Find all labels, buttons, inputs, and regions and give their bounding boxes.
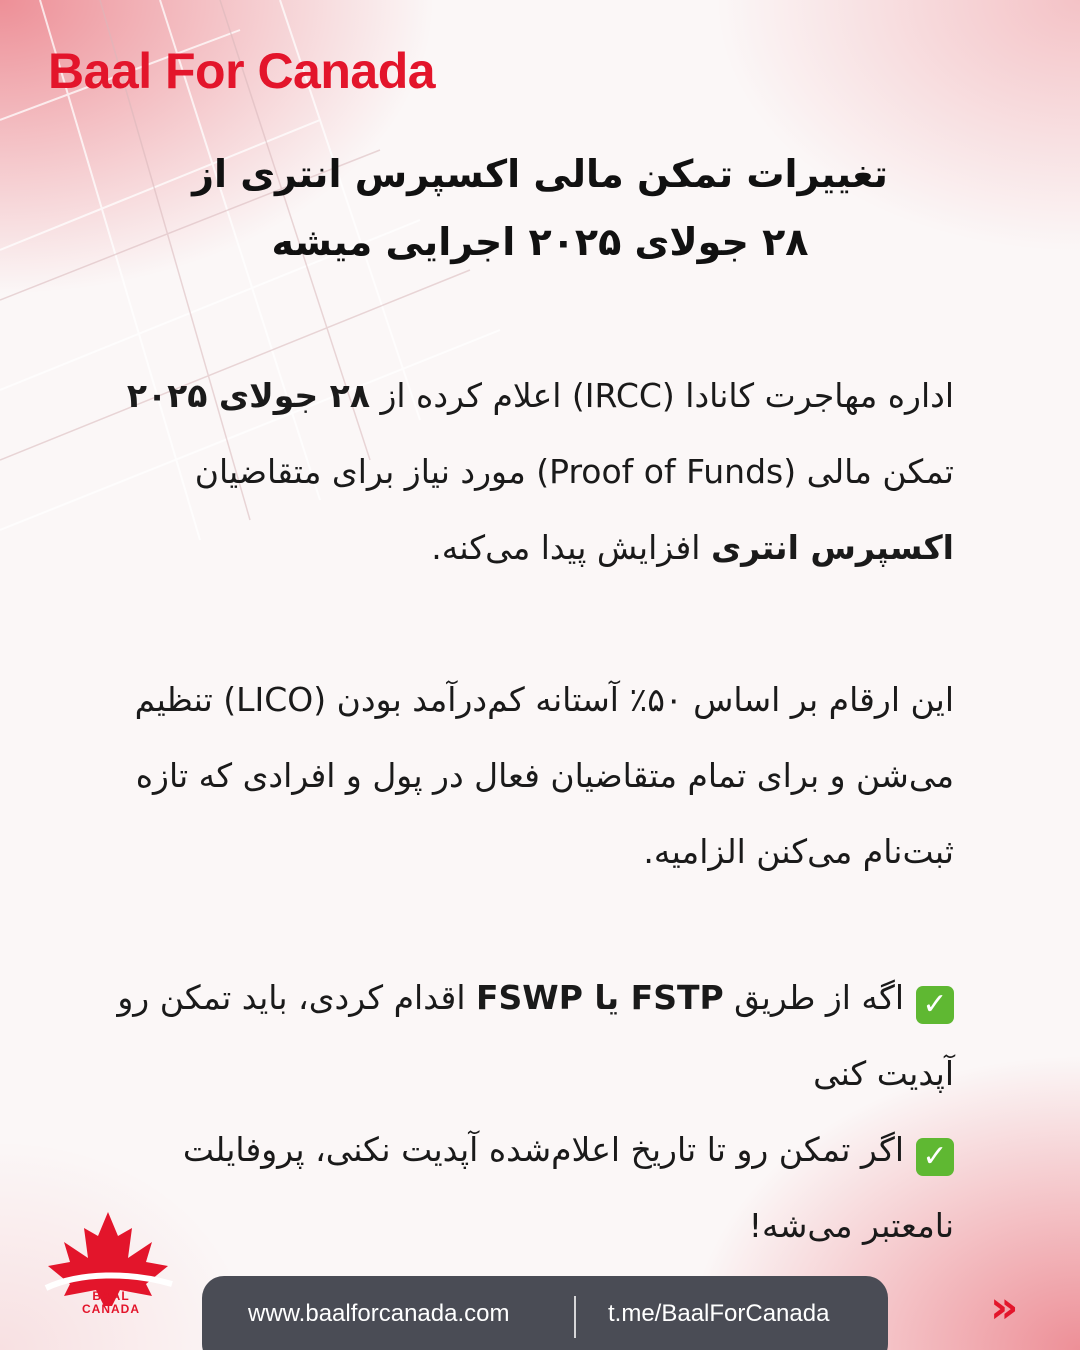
footer-divider xyxy=(574,1296,576,1338)
check-mark-icon: ✓ xyxy=(916,986,954,1024)
p1-date-bold: ۲۸ جولای ۲۰۲۵ xyxy=(126,376,370,415)
website-link[interactable]: www.baalforcanada.com xyxy=(248,1300,510,1327)
paragraph-announcement xyxy=(114,358,954,586)
paragraph-lico xyxy=(114,662,954,890)
post-headline xyxy=(120,140,960,276)
p1-proof-of-funds: (Proof of Funds) xyxy=(536,452,797,491)
logo-wordmark xyxy=(82,1290,140,1316)
headline-line-2: ۲۸ جولای ۲۰۲۵ اجرایی میشه xyxy=(271,220,809,264)
p2-text-1: این ارقام بر اساس ۵۰٪ آستانه کم‌درآمد بودن xyxy=(326,680,954,719)
p2-lico: (LICO) xyxy=(223,680,327,719)
bullet-list xyxy=(114,960,954,1264)
bullet-2-text: اگر تمکن رو تا تاریخ اعلام‌شده آپدیت نکنی، پروفایلت نامعتبر می‌شه! xyxy=(182,1130,954,1245)
telegram-link[interactable]: t.me/BaalForCanada xyxy=(608,1300,830,1327)
logo-line-2: CANADA xyxy=(82,1302,140,1316)
p1-text-3: اعلام کرده از xyxy=(369,376,572,415)
logo-line-1: BAAL xyxy=(92,1289,130,1303)
p1-text-6: مورد نیاز برای متقاضیان xyxy=(194,452,537,491)
double-chevron-right-icon[interactable]: » xyxy=(990,1282,1019,1333)
brand-title: Baal For Canada xyxy=(48,43,436,99)
headline-line-1: تغییرات تمکن مالی اکسپرس انتری از xyxy=(192,152,888,196)
p1-text-1: اداره مهاجرت کانادا xyxy=(674,376,954,415)
bullet-1-text-2: اقدام کردی، باید تمکن رو آپدیت کنی xyxy=(117,978,954,1093)
p1-text-4: تمکن مالی xyxy=(796,452,954,491)
check-mark-icon: ✓ xyxy=(916,1138,954,1176)
bullet-1-programs-bold: FSWP یا FSTP xyxy=(475,978,724,1017)
p1-text-7: افزایش پیدا می‌کنه. xyxy=(431,528,711,567)
p1-express-entry-bold: اکسپرس انتری xyxy=(710,528,954,567)
bullet-1-text-1: اگه از طریق xyxy=(723,978,904,1017)
footer-contact-bar xyxy=(202,1276,888,1350)
p2-text-3: تنظیم می‌شن و برای تمام متقاضیان فعال در پول و افرادی که تازه ثبت‌نام می‌کنن الزامیه. xyxy=(134,680,954,871)
p1-ircc: (IRCC) xyxy=(571,376,675,415)
